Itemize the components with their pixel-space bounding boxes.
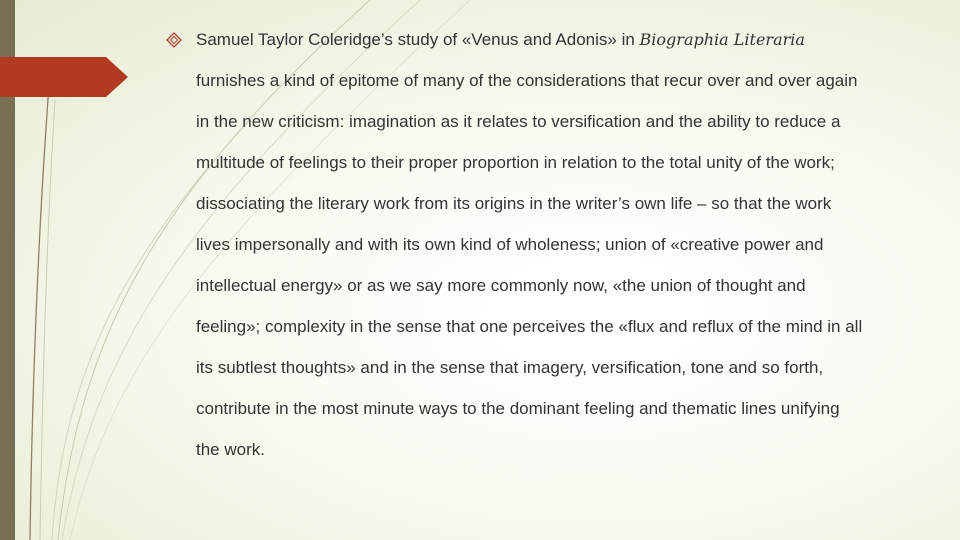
bullet-paragraph xyxy=(196,19,866,470)
paragraph-text-rest: furnishes a kind of epitome of many of the considerations that recur over and over again in the new criticism: imagination as it relates to versification and the ability to reduce a multitude of feelings to their proper proportion in relation to the total unity of the work; dissociating the literary work from its origins in the writer’s own life – so that the work lives impersonally and with its own kind of wholeness; union of «creative power and intellectual energy» or as we say more commonly now, «the union of thought and feeling»; complexity in the sense that one perceives the «flux and reflux of the mind in all its subtlest thoughts» and in the sense that imagery, versification, tone and so forth, contribute in the most minute ways to the dominant feeling and thematic lines unifying the work. xyxy=(196,71,863,459)
diamond-outline-icon xyxy=(166,32,182,48)
accent-arrow-tab xyxy=(0,57,128,97)
book-title-italic: Biographia Literaria xyxy=(639,30,805,49)
paragraph-text-start: Samuel Taylor Coleridge’s study of «Venus and Adonis» in xyxy=(196,30,640,49)
